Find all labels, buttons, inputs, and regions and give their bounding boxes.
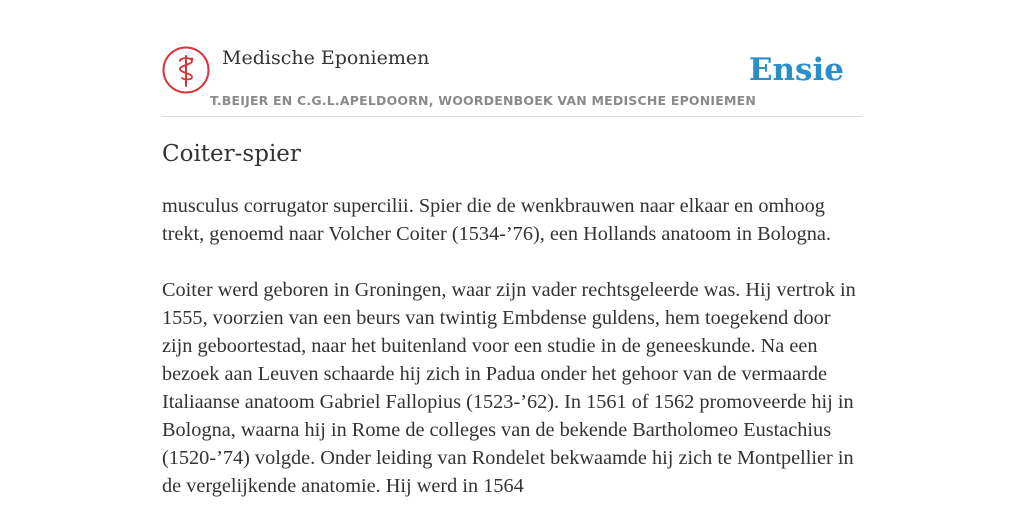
caduceus-icon[interactable] <box>162 46 210 94</box>
header <box>162 46 862 117</box>
entry-title: Coiter-spier <box>162 141 301 167</box>
source-title[interactable]: Medische Eponiemen <box>222 47 430 69</box>
entry-body <box>162 192 864 512</box>
brand-logo[interactable]: Ensie <box>748 52 844 88</box>
entry-paragraph: Coiter werd geboren in Groningen, waar zijn vader rechtsgeleerde was. Hij vertrok in 1555, voorzien van een beurs van twintig Embdense guldens, hem toegekend door zijn geboortestad, naar het buitenland voor een studie in de geneeskunde. Na een bezoek aan Leuven schaarde hij zich in Padua onder het gehoor van de vermaarde Italiaanse anatoom Gabriel Fallopius (1523-’62). In 1561 of 1562 promoveerde hij in Bologna, waarna hij in Rome de colleges van de bekende Bartholomeo Eustachius (1520-’74) volgde. Onder leiding van Rondelet bekwaamde hij zich te Montpellier in de vergelijkende anatomie. Hij werd in 1564 <box>162 279 856 497</box>
entry-paragraph: musculus corrugator supercilii. Spier die de wenkbrauwen naar elkaar en omhoog trekt, genoemd naar Volcher Coiter (1534-’76), een Hollands anatoom in Bologna. <box>162 195 831 245</box>
source-author: T.BEIJER EN C.G.L.APELDOORN, WOORDENBOEK VAN MEDISCHE EPONIEMEN <box>210 93 757 108</box>
